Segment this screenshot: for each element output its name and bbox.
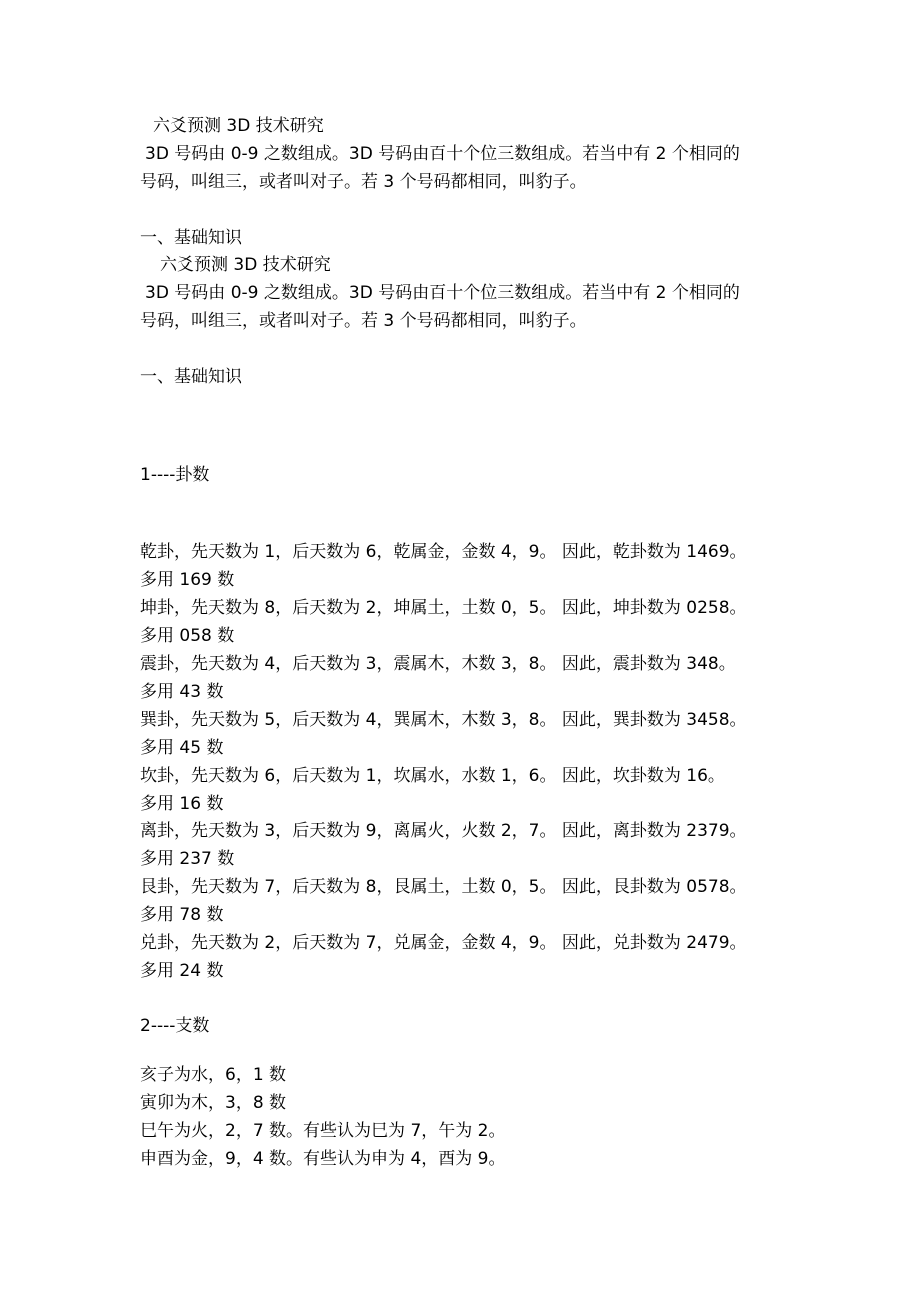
gua-line: 艮卦，先天数为 7，后天数为 8，艮属土，土数 0，5。 因此，艮卦数为 0578。 xyxy=(140,877,747,897)
intro-paragraph-line: 号码，叫组三，或者叫对子。若 3 个号码都相同，叫豹子。 xyxy=(140,311,587,331)
zhi-line: 申酉为金，9，4 数。有些认为申为 4，酉为 9。 xyxy=(140,1149,506,1169)
intro-paragraph-line: 号码，叫组三，或者叫对子。若 3 个号码都相同，叫豹子。 xyxy=(140,172,587,192)
gua-line: 震卦，先天数为 4，后天数为 3，震属木，木数 3，8。 因此，震卦数为 348。 xyxy=(140,654,736,674)
gua-line: 巽卦，先天数为 5，后天数为 4，巽属木，木数 3，8。 因此，巽卦数为 3458。 xyxy=(140,710,747,730)
subsection-heading-gua: 1----卦数 xyxy=(140,465,210,485)
subsection-heading-zhi: 2----支数 xyxy=(140,1016,210,1036)
section-heading: 一、基础知识 xyxy=(140,228,242,248)
gua-note: 多用 237 数 xyxy=(140,849,235,869)
doc-title: 六爻预测 3D 技术研究 xyxy=(153,116,324,136)
zhi-line: 亥子为水，6，1 数 xyxy=(140,1065,287,1085)
gua-note: 多用 169 数 xyxy=(140,570,235,590)
intro-paragraph-line: 3D 号码由 0-9 之数组成。3D 号码由百十个位三数组成。若当中有 2 个相同的 xyxy=(145,283,740,303)
gua-note: 多用 45 数 xyxy=(140,738,224,758)
gua-note: 多用 78 数 xyxy=(140,905,224,925)
zhi-line: 巳午为火，2，7 数。有些认为巳为 7，午为 2。 xyxy=(140,1121,506,1141)
section-heading: 一、基础知识 xyxy=(140,367,242,387)
zhi-line: 寅卯为木，3，8 数 xyxy=(140,1093,287,1113)
gua-line: 坤卦，先天数为 8，后天数为 2，坤属土，土数 0，5。 因此，坤卦数为 0258。 xyxy=(140,598,747,618)
doc-title-repeat: 六爻预测 3D 技术研究 xyxy=(160,255,331,275)
gua-note: 多用 24 数 xyxy=(140,961,224,981)
gua-line: 乾卦，先天数为 1，后天数为 6，乾属金，金数 4，9。 因此，乾卦数为 1469。 xyxy=(140,542,747,562)
gua-line: 坎卦，先天数为 6，后天数为 1，坎属水，水数 1，6。 因此，坎卦数为 16。 xyxy=(140,766,725,786)
gua-line: 离卦，先天数为 3，后天数为 9，离属火，火数 2，7。 因此，离卦数为 2379。 xyxy=(140,821,747,841)
gua-note: 多用 16 数 xyxy=(140,794,224,814)
gua-note: 多用 058 数 xyxy=(140,626,235,646)
intro-paragraph-line: 3D 号码由 0-9 之数组成。3D 号码由百十个位三数组成。若当中有 2 个相同的 xyxy=(145,144,740,164)
gua-note: 多用 43 数 xyxy=(140,682,224,702)
gua-line: 兑卦，先天数为 2，后天数为 7，兑属金，金数 4，9。 因此，兑卦数为 2479。 xyxy=(140,933,747,953)
